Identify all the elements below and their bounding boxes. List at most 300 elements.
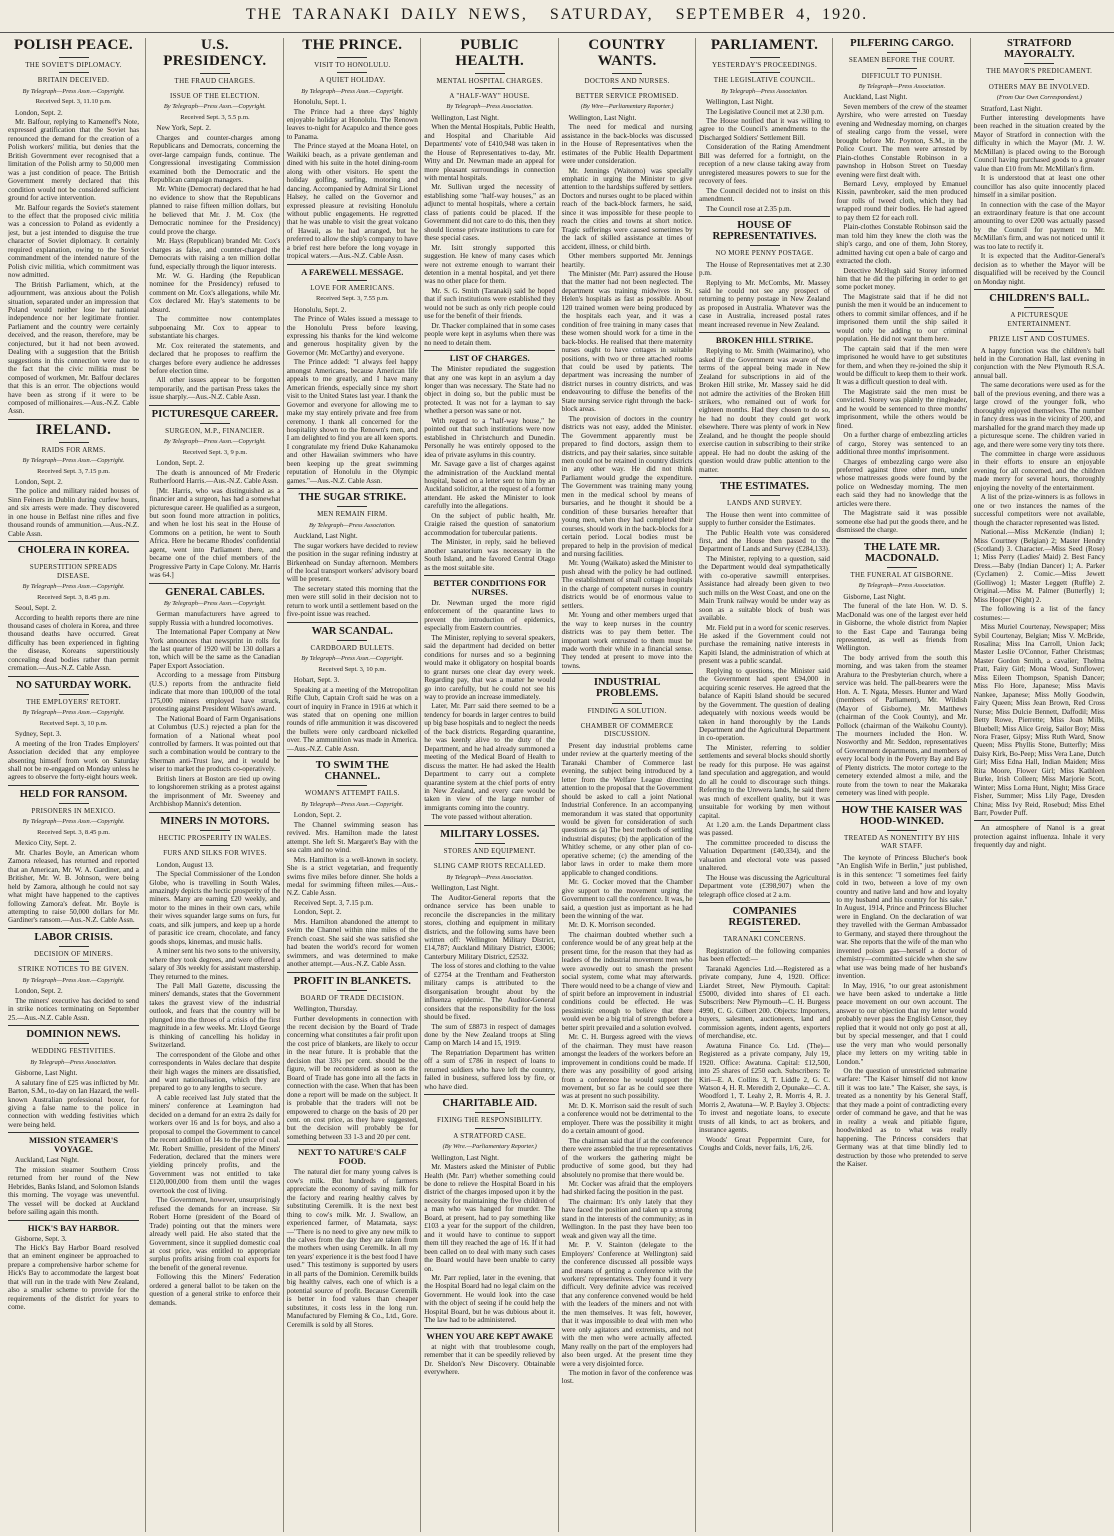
article-credit: By Telegraph—Press Association. <box>446 103 533 111</box>
article-headline: COUNTRY WANTS. <box>588 38 666 69</box>
deck-rule <box>887 830 917 831</box>
article-headline: POLISH PEACE. <box>14 38 133 53</box>
article-subheading: WEDDING FESTIVITIES. <box>31 1047 116 1056</box>
article-credit: (From Our Own Correspondent.) <box>996 94 1082 102</box>
article-subheading: DECISION OF MINERS. <box>33 950 113 958</box>
article-paragraph: Mexico City, Sept. 2. <box>15 839 77 848</box>
article-headline: U.S. PRESIDENCY. <box>163 38 267 69</box>
article-divider <box>149 405 280 406</box>
article-headline: BROKEN HILL STRIKE. <box>715 335 814 346</box>
columns <box>8 38 1108 1532</box>
article-paragraph: Mr. Young and other members urged that the way to keep nurses in the country districts was to pay them better. The important work entrusted to them must be made worth their while in a financial sense. They tended at present to move into the towns. <box>561 611 693 670</box>
article <box>562 673 693 1386</box>
article-paragraph: The Pall Mall Gazette, discussing the miners' demands, states that the Government takes the gravest view of the industrial outlook, and fears that the country will be plunged into the throes of a crisis of the first magnitude in a few weeks. Mr. Lloyd George is thinking of cancelling his holiday in Switzerland. <box>149 981 281 1050</box>
article-paragraph: Gisborne, Last Night. <box>15 1069 78 1078</box>
article-paragraph: The keynote of Princess Blucher's book "An English Wife in Berlin," just published, is in this sentence: "I sometimes feel fairly cold in two, between a love of my own country and native land and how and loyalty to my husband and his country for his sake." In August, 1914, Prince and Princess Blucher were in England. On the declaration of war they travelled with the German Ambassador to Germany, and stayed there throughout the war. She reports that the wife of the man who invented poison gas—herself a doctor of chemistry—committed suicide when she saw what use was being made of her husband's invention. <box>836 853 968 981</box>
article-divider <box>562 673 693 674</box>
article-paragraph: The funeral of the late Hon. W. D. S. MacDonald was one of the largest ever held in Gisborne, the whole district from Napier to the East Cape and Tauranga being represented, as well as friends from Wellington. <box>836 602 968 653</box>
article-dateline: Received Sept. 3, 5.5 p.m. <box>180 113 250 121</box>
article <box>8 785 139 925</box>
article-paragraph: Mrs. Hamilton abandoned the attempt to swim the Channel within nine miles of the French coast. She said she was satisfied she had beaten the world's record for women swimmers, and was determined to make another attempt.—Aus.-N.Z. Cable Assn. <box>286 917 418 969</box>
article-body <box>424 884 555 1091</box>
deck-rule <box>200 830 230 831</box>
article-divider <box>836 801 967 802</box>
article <box>287 1144 418 1329</box>
article-divider <box>287 972 418 973</box>
article-divider <box>699 216 830 217</box>
article-dateline: Received Sept. 3, 10 p.m. <box>318 665 387 673</box>
deck-rule <box>887 567 917 568</box>
deck-rule <box>1024 63 1054 64</box>
article-subheading: MENTAL HOSPITAL CHARGES. <box>436 76 543 85</box>
article-paragraph: Consideration of the Rating Amendment Bill was deferred for a fortnight, on the reception of a new clause taking away from unregistered measures powers to sue for the recovery of fees. <box>699 143 830 186</box>
article <box>562 38 693 670</box>
article-credit: By Telegraph—Press Assn.—Copyright. <box>301 655 404 663</box>
article-paragraph: Wellington, Thursday. <box>293 1005 358 1014</box>
article-body <box>8 1235 139 1312</box>
article-headline: LIST OF CHARGES. <box>449 353 530 364</box>
article-paragraph: On the question of unrestricted submarine warfare: "The Kaiser himself did not know till it was too late." The Kaiser, she says, is treated as a nonentity by his General Staff, that they made a point of contradicting every order of command he gave, and that he was in reality a weak and pitiable figure, hoodwinked as to what was really happening. The Princess considers that Germany was at that time blindly led to destruction by those who pretended to serve the Kaiser. <box>836 1067 968 1169</box>
article-divider <box>8 1132 139 1133</box>
article-paragraph: The House notified that it was willing to agree to the Council's amendments to the Discharged Soldiers' Settlement Bill. <box>699 117 830 142</box>
masthead-paper: THE TARANAKI DAILY NEWS, <box>245 6 528 23</box>
article-paragraph: The British Parliament, which, at the adjournment, was anxious about the Polish situation, separated under an impression that Poland would neither lose her national independence nor her legitimate frontier. Parliament and the country were certainly deceived, and the reason, therefore, may be conjectured, but it had not been avowed. Dealing with a suggestion that the British suggestions in this connection were due to the fact that the civic militia must be composed of workmen, Mr. Balfour declares that this is an error. The objections would have been as strong if it were to be composed of millionaires.—Aus.-N.Z. Cable Assn. <box>8 280 139 416</box>
article-paragraph: In May, 1916, "to our great astonishment we have been asked to undertake a little peace movement on our own account. The answer to our objection that my letter would probably never pass the English Censor, they replied that it would not only go post at all, but by special messenger, and that I could use the very man who would personally place my letters on my writing table in London." <box>836 981 968 1066</box>
article-headline: PROFIT IN BLANKETS. <box>293 975 411 987</box>
article <box>699 477 830 899</box>
article-headline: COMPANIES REGISTERED. <box>728 906 801 929</box>
article-subheading: DOCTORS AND NURSES. <box>584 76 670 85</box>
article-paragraph: The Minister, referring to soldier settlements and several blocks should shortly be ready for this purpose. He was against land speculation and aggregation, and would do all he could to discourage such things. Referring to the Urewera lands, he said there was much of excellent quality, but it was unsuitable for working by men without capital. <box>699 743 830 820</box>
deck-rule <box>59 72 89 73</box>
deck-rule <box>337 57 367 58</box>
deck-rule <box>200 73 230 74</box>
article-subheading: A QUIET HOLIDAY. <box>319 76 386 85</box>
deck-rule <box>337 280 367 281</box>
masthead-date: SEPTEMBER 4, 1920. <box>675 6 869 23</box>
article-paragraph: at night with that troublesome cough, remember that it can be speedily relieved by Dr. Sheldon's New Discovery. Obtainable everywhere. <box>424 1342 556 1377</box>
article-paragraph: The Prince added: "I always feel happy amongst Americans, because American life appeals to me greatly, and I have many American friends, especially since my short visit to the United States last year. I thank the Governor and everyone for allowing me to make my stay entirely private and free from ceremony. I thank all concerned for the hospitality shown to the Renown's men, and I am delighted to find you are all keen sports. I congratulate my friend Duke Kahanamoku and other Hawaiian swimmers who have been keeping up the great swimming reputation of Honolulu in the Olympic games."—Aus.-N.Z. Cable Assn. <box>286 358 418 485</box>
deck-rule <box>59 803 89 804</box>
article-subheading: THE FUNERAL AT GISBORNE. <box>850 570 954 579</box>
article-subheading: FURS AND SILKS FOR WIVES. <box>163 849 267 858</box>
deck-rule <box>59 442 89 443</box>
article-body <box>424 114 555 347</box>
article-paragraph: Wellington, Last Night. <box>568 113 637 122</box>
article-paragraph: It is expected that the Auditor-General's decision as to whether the Mayor will be disqualified will be received by the Council on Monday night. <box>973 252 1105 286</box>
article <box>424 1094 555 1325</box>
article-body <box>424 1343 555 1377</box>
article-credit: By Telegraph—Press Assn.—Copyright. <box>22 457 125 465</box>
article-subheading: STORES AND EQUIPMENT. <box>443 846 536 855</box>
deck-rule <box>887 68 917 69</box>
article-paragraph: The correspondent of the Globe and other correspondents in Wales declare that despite their high wages the miners are dissatisfied, and want nationalisation, which they are prepared to go to any lengths to secure. <box>149 1050 281 1093</box>
article-paragraph: Replying to Mr. Smith (Waimarino), who asked if the Government was aware of the terms of the appeal being made in New Zealand for subscriptions in aid of the Broken Hill strike, Mr. Massey said he did not admire the activities of the Broken Hill strikers, who remained out of work for eighteen months. Had they chosen to do so, he had no doubt they could get work elsewhere. There was plenty of work in New Zealand, and he thought the people should exercise caution in subscribing to their strike appeal. He had no doubt the asking of the question would draw public attention to the matter. <box>699 347 830 474</box>
article-subheading: FIXING THE RESPONSIBILITY. <box>437 1116 543 1125</box>
article-paragraph: The chairman said that if at the conference there were assembled the true representatives of the workers the gathering might be productive of some good, but they had absolutely no promise that there would be. <box>561 1136 693 1179</box>
article-divider <box>424 1328 555 1329</box>
article-credit: By Telegraph—Press Assn.—Copyright. <box>163 103 266 111</box>
article-credit: By Telegraph—Press Assn.—Copyright. <box>22 818 125 826</box>
article-credit: By Telegraph—Press Association. <box>309 521 396 529</box>
deck-rule <box>750 57 780 58</box>
deck-rule <box>1024 307 1054 308</box>
article-paragraph: The committee proceeded to discuss the Valuation Department (£40,334), and the valuation and electoral vote was passed unaltered. <box>699 838 830 873</box>
article-paragraph: Miss Muriel Courtenay, Newspaper; Miss Sybil Courtenay, Belgian; Miss V. McBride, Rosalina; Miss Ina Carroll, Union Jack; Master Leslie O'Connor, Father Christmas; Master Gordon Smith, a cavalier; Thelma Pratt, Fairy Girl; Mona Wood, Sunflower; Miss Eileen Thompson, Spanish Dancer; Miss Flo Hore, Japanese; Miss Mavis Nankee, Japanese; Miss Molly Goodwin, Fairy Queen; Miss Jean Brown, Red Cross Nurse; Miss Dulcie Bennett, Daffodil; Miss Betty Rowe, Pierrette; Miss Joan Mills, Bluebell; Miss Alice Greig, Sailor Boy; Miss Nora Fraser, Gipsy; Miss Ruth Ward, Snow Queen; Miss Phyllis Stone, Butterfly; Miss Daisy Kirk, Bo-Peep; Miss Vera Lane, Dutch Girl; Miss Edna Hall, Indian Maiden; Miss Rita Moore, Flower Girl; Miss Kathleen Burke, Irish Colleen; Miss Marjorie Scott, Winter; Miss Lorna Hunt, Night; Miss Grace Fisher, Summer; Miss Lily Page, Dresden China; Miss Ivy Reid, Rosebud; Miss Ethel Barr, Powder Puff. <box>973 623 1105 818</box>
article-paragraph: Auckland, Last Night. <box>843 93 908 102</box>
article-paragraph: Mr. Cocker was afraid that the employers had shirked facing the position in the past. <box>561 1180 693 1197</box>
article <box>287 38 418 261</box>
article-paragraph: The Prince had a three days' highly enjoyable holiday at Honolulu. The Renown leaves to-night for Acapulco and thence goes to Panama. <box>286 107 418 141</box>
article-paragraph: The mission steamer Southern Cross returned from her round of the New Hebrides, Banks Island, and Solomon Islands this morning. The voyage was uneventful. The vessel will be docked at Auckland before sailing again this month. <box>8 1165 139 1217</box>
article-paragraph: On a further charge of embezzling articles of cargo, Storey was sentenced to an additional three months' imprisonment. <box>836 431 968 457</box>
article-paragraph: London, Sept. 2. <box>156 459 205 468</box>
masthead-day: SATURDAY, <box>549 6 654 23</box>
article-subheading: TREATED AS NONENTITY BY HIS WAR STAFF. <box>844 833 960 851</box>
article-paragraph: Mr. G. Cocker moved that the Chamber give support to the movement urging the Government to call the conference. It was, he said, a question just as important as he had been the winning of the war. <box>561 878 693 920</box>
article-paragraph: Other members supported Mr. Jennings heartily. <box>561 252 693 269</box>
article-paragraph: The Repatriation Department has written off a sum of £786 in respect of loans to returned soldiers who have left the country, failed in business, suffered loss by fire, or who have died. <box>424 1048 556 1091</box>
article-body <box>836 854 967 1169</box>
article-subheading: PRISONERS IN MEXICO. <box>31 807 116 815</box>
article-paragraph: Later, Mr. Parr said there seemed to be a tendency for boards in larger centres to build up big base hospitals and to neglect the needs of the back districts. Regarding quarantine, he was keenly alive to the duty of the Department, and he had already summoned a meeting of the Medical Board of Health to discuss the matter. He had asked the Health Department to carry out a complete quarantine system at the chief ports of entry in New Zealand, and every care would be taken in view of the large number of immigrants coming into the country. <box>424 702 556 812</box>
article-subheading: SURGEON, M.P., FINANCIER. <box>165 426 265 435</box>
article-divider <box>287 622 418 623</box>
article-paragraph: London, Sept. 2. <box>293 811 342 820</box>
article-paragraph: The following is a list of the fancy costumes:— <box>973 605 1105 622</box>
article-paragraph: The National Board of Farm Organisations at Columbus (U.S.) rejected a plan for the formation of a National wheat pool controlled by farmers. It was pointed out that such a combination would be contrary to the Sherman anti-Trust law, and it would be wiser to market the products co-operatively. <box>149 714 281 774</box>
article-headline: GENERAL CABLES. <box>165 586 265 598</box>
article-divider <box>699 477 830 478</box>
article-paragraph: Wellington, Last Night. <box>431 113 499 122</box>
article-paragraph: [Mr. Harris, who was distinguished as a financier and a surgeon, has had a somewhat picturesque career. He qualified as a surgeon, but soon found more attraction in politics, and when he lost his seat in the House of Commons on a petition, he went to South Africa. Here he became Rhodes' confidential agent, went into Parliament there, and became one of the chief members of the Progressive Party in Cape Colony. Mr. Harris was 64.] <box>149 486 281 580</box>
article-paragraph: When the Mental Hospitals, Public Health, and Hospital and Charitable Aid Departments' vote of £410,948 was taken in the House of Representatives to-day, Mr. Witty and Dr. Newman made an appeal for more pleasant surroundings in connection with mental hospitals. <box>424 123 556 183</box>
article-paragraph: Mr. Balfour, replying to Kameneff's Note, expressed gratification that the Soviet has renounced the demand for the creation of a Polish workers' militia, but denies that the British Government ever recognised that a limitation of the Polish army to 50,000 men was a just condition of peace. The British Government merely declared that this condition would not be considered sufficient ground for active intervention. <box>8 118 139 203</box>
article-paragraph: Mr. Jennings (Waitomo) was specially emphatic in urging the Minister to give attention to the hardships suffered by settlers. Doctors and nurses ought to be placed within reach of the back-block farmers, he said, since it was impossible for these people to reach the cities and towns at short notice. Tragic sufferings were caused sometimes by the lack of skilled assistance at times of accident, illness, or child birth. <box>561 166 693 251</box>
article-subheading: WOMAN'S ATTEMPT FAILS. <box>304 789 400 798</box>
article-paragraph: The Prince stayed at the Moana Hotel, on Waikiki beach, as a private gentleman and dined with his suite in the hotel dining-room along with other visitors. He spent the holiday golfing, surfing, motoring and dancing. Accompanied by Admiral Sir Lionel Halsey, he called on the Governor and expressed pleasure at revisiting Honolulu without public engagements. He regretted that he was unable to visit the great volcano of Hawaii, as he had arranged, but he preferred to allow the ship's company to have a brief rest here before the long voyage in tropical waters.—Aus.-N.Z. Cable Assn. <box>286 142 418 261</box>
article-divider <box>149 812 280 813</box>
article <box>8 676 139 782</box>
article-paragraph: Mr. P. V. Stainton (delegate to the Employers' Conference at Wellington) said the conference discussed all possible ways and means of getting a conference with the workers' representatives. They found it very difficult. Very definite advice was received that any conference convened would be held with the leaders of the miners and not with the men themselves. It was felt, however, that it was impossible to deal with men who were only agitators and extremists, and not with the men who were actually affected. Many really on the part of the employers had also been urged. At the present time they were a very disjointed force. <box>561 1241 693 1368</box>
article-paragraph: The International Paper Company at New York announces that newsprint in rolls for the last quarter of 1920 will be 130 dollars a ton, which will be the same as the Canadian Paper Export Association. <box>149 628 281 670</box>
article-paragraph: A happy function was the children's ball held in the Coronation Hall, last evening in conjunction with the New Plymouth R.S.A. annual ball. <box>973 346 1105 380</box>
article-paragraph: The miners' executive has decided to send in strike notices terminating on September 25.—Aus.-N.Z. Cable Assn. <box>8 996 139 1022</box>
article-credit: By Telegraph—Press Assn.—Copyright. <box>301 87 404 95</box>
deck-rule <box>612 73 642 74</box>
article-divider <box>149 583 280 584</box>
article-paragraph: An atmosphere of Nanol is a great protection against influenza. Inhale it very frequently day and night. <box>973 824 1105 850</box>
article <box>149 405 280 580</box>
column-1 <box>8 38 139 1532</box>
article-subheading: NO MORE PENNY POSTAGE. <box>715 249 814 258</box>
article-paragraph: All other issues appear to be forgotten temporarily, and the partisan Press takes the issue sharply.—Aus.-N.Z. Cable Assn. <box>149 376 281 402</box>
article-paragraph: Replying to Mr. McCombs, Mr. Massey said he could not see any prospect of returning to penny postage in New Zealand as proposed in Australia. Whatever was the case in Australia, increased postal rates meant increased revenue in New Zealand. <box>699 278 830 329</box>
article-divider <box>424 1094 555 1095</box>
article-subheading: TARANAKI CONCERNS. <box>723 935 806 944</box>
article-paragraph: Plain-clothes Constable Robinson said the man told him they knew the cloth was the ship's cargo, and one of them, John Storey, admitted having cut open a bale of cargo and extracted the cloth. <box>836 223 968 266</box>
article-paragraph: It is understood that at least one other councillor has also quite innocently placed himself in a similar position. <box>973 174 1105 200</box>
article-divider <box>699 332 830 333</box>
article-subheading: A STRATFORD CASE. <box>453 1131 527 1140</box>
article-headline: HELD FOR RANSOM. <box>19 788 128 800</box>
article <box>287 264 418 485</box>
article-headline: INDUSTRIAL PROBLEMS. <box>593 677 661 700</box>
article-paragraph: The natural diet for many young calves is cow's milk. But hundreds of farmers appreciate the economy of saving milk for the factory and rearing healthy calves by substituting Ceremilk. It is the next best thing to cow's milk. Mr. J. Swallow, an experienced farmer, of Matamata, says:—"There is no need to give any new milk to the calves from the day they are taken from the mothers when using Ceremilk. In all my ten years' experience it is the best food I have used." This testimony is supported by users in all parts of the Dominion. Ceremilk builds big healthy calves, each one of which is a potential source of profit. Because Ceremilk is better in food values than cheaper substitutes, it costs less in the long run. Manufactured by Fleming & Co., Ltd., Gore. Ceremilk is sold by all Stores. <box>286 1168 418 1329</box>
article-paragraph: Hobart, Sept. 3. <box>293 676 340 685</box>
article-paragraph: Dr. Newman urged the more rigid enforcement of the quarantine laws to prevent the introduction of epidemics, especially from Eastern countries. <box>424 599 556 633</box>
article-body <box>8 730 139 782</box>
article <box>8 1220 139 1312</box>
article-paragraph: New York, Sept. 2. <box>156 124 211 133</box>
article-divider <box>974 820 1105 821</box>
article-paragraph: Wellington, Last Night. <box>431 884 499 893</box>
article-body <box>287 98 418 261</box>
article-credit: By Telegraph—Press Assn.—Copyright. <box>163 438 266 446</box>
article-divider <box>424 825 555 826</box>
article-paragraph: Mr. C. H. Burgess agreed with the views of the chairman. They must have reason amongst the leaders of the workers before an improvement in conditions could be made. If there was any possibility of good arising from a conference he would support the movement, but so far as he could see there was at present no such possibility. <box>561 1033 693 1101</box>
deck-rule <box>59 694 89 695</box>
article <box>699 216 830 329</box>
article <box>8 541 139 673</box>
article-body <box>287 306 418 486</box>
article-paragraph: The same decorations were used as for the ball of the previous evening, and there was a large crowd of the younger folk, who thoroughly enjoyed themselves. The number in fancy dress was in the vicinity of 200, and marshalled for the grand march they made up a picturesque scene. The children varied in age, and there were some very tiny tots there. <box>973 381 1105 449</box>
deck-rule <box>337 990 367 991</box>
article-subheading: BETTER SERVICE PROMISED. <box>575 91 679 100</box>
article-dateline: Received Sept. 3, 7.55 p.m. <box>315 295 389 303</box>
article-paragraph: Dr. Thacker complained that in some cases people were kept in asylums when there was no need to detain them. <box>424 321 556 347</box>
article-credit: By Telegraph—Press Assn.—Copyright. <box>301 800 404 808</box>
article-paragraph: Mr. Isitt strongly supported this suggestion. He knew of many cases which were not extreme enough to warrant their detention in a mental hospital, and yet there was no other place for them. <box>424 243 556 286</box>
article-body <box>8 987 139 1022</box>
article-paragraph: Stratford, Last Night. <box>980 104 1043 113</box>
article-credit: By Telegraph—Press Assn.—Copyright. <box>22 709 125 717</box>
article-paragraph: Mr. Masters asked the Minister of Public Health (Mr. Parr) whether something could be done to relieve the Hospital Board in his district of the charges imposed upon it by the necessity for maintaining the five children of a man who was hanged for murder. The Board, at present, had to pay something like £103 a year for the support of the children, and it would have to continue to support them till they reached the age of 16. If it had been called on to deal with many such cases the Board would have been unable to carry on. <box>424 1163 556 1273</box>
article-body <box>287 1168 418 1329</box>
article-credit: By Telegraph—Press Association. <box>858 582 946 590</box>
article-body <box>287 1005 418 1141</box>
article <box>287 488 418 619</box>
article-body <box>562 114 693 670</box>
article <box>149 38 280 402</box>
article-body <box>974 824 1105 849</box>
article-headline: TO SWIM THE CHANNEL. <box>315 760 389 783</box>
article-headline: THE LATE MR. MACDONALD. <box>863 541 940 564</box>
article-headline: THE PRINCE. <box>302 38 403 53</box>
article-body <box>149 124 280 402</box>
article-subheading: VISIT TO HONOLULU. <box>314 60 391 69</box>
article-paragraph: The body arrived from the south this morning, and was taken from the steamer Arahura to the Presbyterian church, where a service was held. The pall-bearers were the Hon. A. T. Ngata, Messrs. Hunter and Ward (members of Parliament), Mr. Wildish (Mayor of Gisborne), Mr. Matthews (chairman of the Cook County), and Mr. Pollock (chairman of the Waikohu County). The mourners included the Hon. W. Nosworthy and Mr. Seddon, representatives of Government departments, and members of every local body in the Poverty Bay and Bay of Plenty districts. The motor cortege to the cemetery extended almost a mile, and the route from the town to near the Makaraka cemetery was lined with people. <box>836 653 968 798</box>
article-subheading: THE FRAUD CHARGES. <box>174 76 256 85</box>
article-subheading: CARDBOARD BULLETS. <box>310 643 395 652</box>
column-6 <box>695 38 830 1532</box>
article-paragraph: Mr. Sullivan urged the necessity of establishing some "half-way houses," as an adjunct to mental hospitals, where a certain class of patients could be placed. If the Government did not care to do this, then they should license private institutions to care for these special cases. <box>424 183 556 243</box>
article-paragraph: The Minister, in reply, said he believed another sanatorium was necessary in the South Island, and he favored Central Otago as the most suitable site. <box>424 538 556 572</box>
article-paragraph: The House then went into committee of supply to further consider the Estimates. <box>699 510 830 528</box>
article-subheading: BOARD OF TRADE DECISION. <box>300 993 405 1002</box>
article-subheading: HECTIC PROSPERITY IN WALES. <box>158 833 272 842</box>
article-headline: WHEN YOU ARE KEPT AWAKE <box>426 1330 553 1341</box>
deck-rule <box>475 858 505 859</box>
article-paragraph: Wellington, Last Night. <box>706 98 774 107</box>
article-paragraph: The Hick's Bay Harbor Board resolved that an eminent engineer be approached to prepare a comprehensive harbor scheme for Hick's Bay to accommodate the largest boat that will run in the trade with New Zealand, also a smaller scheme to provide for the requirements of the district for years to come. <box>8 1244 139 1312</box>
article-subheading: DIFFICULT TO PUNISH. <box>861 71 943 80</box>
article <box>8 928 139 1022</box>
column-7 <box>832 38 967 1532</box>
deck-rule <box>200 423 230 424</box>
deck-rule <box>337 72 367 73</box>
deck-rule <box>200 88 230 89</box>
article-headline: CHOLERA IN KOREA. <box>17 545 130 557</box>
article-subheading: YESTERDAY'S PROCEEDINGS. <box>711 60 818 69</box>
article-paragraph: The Magistrate said that if he did not punish the men it would be an inducement to others to commit similar offences, and if he imprisoned them until the ship sailed it would only be adding to our criminal population. He did not want them here. <box>836 292 968 344</box>
deck-rule <box>475 1112 505 1113</box>
deck-rule <box>750 931 780 932</box>
article <box>8 1025 139 1129</box>
article-headline: HICK'S BAY HARBOR. <box>27 1222 120 1233</box>
article-headline: NO SATURDAY WORK. <box>15 679 132 691</box>
article-headline: MINERS IN MOTORS. <box>160 815 270 827</box>
article <box>287 972 418 1142</box>
article-paragraph: The committee in charge were assiduous in their efforts to ensure an enjoyable evening for all concerned, and the children made merry for several hours, thoroughly enjoying the novelty of the entertainment. <box>973 450 1105 492</box>
masthead <box>0 0 1114 33</box>
article-paragraph: Charges and counter-charges among Republicans and Democrats, concerning the over-large campaign funds, continue. The Congressional investigating Commission examined both the Democratic and the Republican campaign managers. <box>149 133 281 185</box>
article-paragraph: London, Sept. 2. <box>15 108 63 117</box>
article-body <box>287 811 418 968</box>
article-subheading: THE EMPLOYERS' RETORT. <box>26 697 121 706</box>
article-paragraph: The sugar workers have decided to review the position in the sugar refining industry at Birkenhead on Sunday afternoon. Members of the local transport workers' advisory board will be present. <box>286 541 418 584</box>
article-body <box>699 347 830 474</box>
article <box>8 419 139 538</box>
article-divider <box>424 575 555 576</box>
article <box>287 622 418 754</box>
deck-rule <box>475 843 505 844</box>
article <box>974 820 1105 849</box>
article <box>424 825 555 1091</box>
article-credit: By Telegraph—Press Assn.—Copyright. <box>22 87 125 95</box>
article-headline: STRATFORD MAYORALTY. <box>1004 38 1075 61</box>
article-paragraph: Mr. W. G. Harding (the Republican nominee for the Presidency) refused to comment on Mr. Cox's allegations, while Mr. Cox declared Mr. Hay's statements to be absurd. <box>149 272 281 314</box>
article-paragraph: Mr. S. G. Smith (Taranaki) said he hoped that if such institutions were established they would not be such as only rich people could use for the benefit of their friends. <box>424 286 556 321</box>
article-paragraph: London, Sept. 2. <box>293 908 342 917</box>
article-paragraph: The vote passed without alteration. <box>431 813 532 822</box>
article <box>149 583 280 809</box>
article-credit: By Telegraph—Press Association. <box>446 873 533 881</box>
article-credit: By Telegraph—Press Assn.—Copyright. <box>22 976 125 984</box>
article-body <box>8 1069 139 1129</box>
article-paragraph: Mr. Savage gave a list of charges against the administration of the Auckland mental hospital, based on a letter sent to him by an Auckland solicitor, at the request of a former attendant. He asked the Minister to look carefully into the allegations. <box>424 460 556 511</box>
article-divider <box>287 1144 418 1145</box>
article-paragraph: Mr. White (Democrat) declared that he had no evidence to show that the Republicans planned to raise fifteen million dollars, but he believed that Mr. J. M. Cox (the Democratic nominee for the Presidency) could prove the charge. <box>149 185 281 236</box>
article-paragraph: According to health reports there are nine thousand cases of cholera in Korea, and three thousand deaths have occurred. Great difficulty has been experienced in fighting the disease, Koreans superstitiously concealing dead bodies rather than permit cremation.—Aus.-N.Z. Cable Assn. <box>8 613 139 673</box>
article-paragraph: The police and military raided houses of Sinn Feiners in Dublin during curfew hours, and six arrests were made. They discovered in one house in Belfast nine rifles and five thousand rounds of ammunition.—Aus.-N.Z. Cable Assn. <box>8 487 139 538</box>
article-paragraph: The captain said that if the men were imprisoned he would have to get substitutes for them, and when they re-joined the ship it would be difficult to keep them to their work. It was a difficult question to deal with. <box>836 344 968 387</box>
article-divider <box>8 1025 139 1026</box>
deck-rule <box>337 785 367 786</box>
article-paragraph: The Legislative Council met at 2.30 p.m. <box>706 107 824 116</box>
article-paragraph: A cable received last July stated that the miners' conference at Leamington had decided on a demand for an extra 2s daily for workers over 16 and 1s for boys, and also a proposal to compel the Government to cancel the recent addition of 14s to the price of coal. Mr. Robert Smillie, president of the Miners' Federation, declared that the miners were yielding princely profits, and the Government was not entitled to take £120,000,000 from them until the wages overtook the cost of living. <box>149 1093 281 1195</box>
article-credit: By Telegraph—Press Assn.—Copyright. <box>163 599 266 607</box>
article-body <box>287 676 418 753</box>
article-subheading: STRIKE NOTICES TO BE GIVEN. <box>18 965 129 974</box>
column-8 <box>970 38 1105 1532</box>
article <box>699 902 830 1153</box>
article-subheading: THE SOVIET'S DIPLOMACY. <box>25 60 122 69</box>
article-body <box>836 93 967 534</box>
column-2 <box>145 38 280 1532</box>
article-divider <box>8 928 139 929</box>
article-credit: By Telegraph—Press Association. <box>858 83 946 91</box>
article-paragraph: The Government, however, unsurprisingly refused the demands for an increase. Sir Robert Horne (president of the Board of Trade) pointing out that the miners were already well paid. He also stated that the Government, since it supplied domestic coal at cost price, was entitled to appropriate surplus profits arising from coal exports for the benefit of the general revenue. <box>149 1196 281 1272</box>
article-body <box>699 98 830 213</box>
article-credit: (By Wire—Parliamentary Reporter.) <box>580 103 674 111</box>
article-body <box>149 861 280 1308</box>
article-paragraph: A salutary fine of £25 was inflicted by Mr. Barton, S.M., to-day on Ian Hazard, the well-known Australian professional boxer, for giving a false name to the police in connection with wedding festivities which were being held. <box>8 1078 139 1129</box>
article-paragraph: Further developments in connection with the recent decision by the Board of Trade concerning what constitutes a fair profit upon the cost price of blankets, are likely to occur in the near future. It is probable that the decision that 33¼ per cent. should be the figure, will be reconsidered as soon as the Board of Trade has gone into all the facts in connection with the case. When that has been done a report will be made on the subject. It is probable that the traders will not be empowered to charge on the basis of 20 per cent. on cost price, as they have suggested, but the decision will probably be for something between 33 1-3 and 20 per cent. <box>286 1014 418 1141</box>
article-paragraph: The House of Representatives met at 2.30 p.m. <box>699 260 830 278</box>
article-paragraph: Wellington, Last Night. <box>431 1153 499 1162</box>
article-headline: HOW THE KAISER WAS HOOD-WINKED. <box>841 804 963 827</box>
article-subheading: ISSUE OF THE ELECTION. <box>170 91 260 100</box>
article-subheading: MEN REMAIN FIRM. <box>317 510 388 519</box>
article-divider <box>836 538 967 539</box>
deck-rule <box>750 245 780 246</box>
deck-rule <box>1024 331 1054 332</box>
article-body <box>699 511 830 899</box>
article-divider <box>974 289 1105 290</box>
article <box>149 812 280 1308</box>
article-subheading: A PICTURESQUE ENTERTAINMENT. <box>1007 311 1072 328</box>
article-divider <box>8 419 139 420</box>
article-paragraph: According to a message from Pittsburg (U.S.) reports from the anthracite field indicate that more than 100,000 of the total 175,000 miners employed have struck, protesting against President Wilson's award. <box>149 671 281 714</box>
article-paragraph: The secretary stated this morning that the men were still solid in their decision not to return to work until a settlement based on the five-point issue was reached. <box>286 584 418 619</box>
article-paragraph: The Public Health vote was considered first, and the House then passed to the Department of Lands and Survey (£284,133). <box>699 528 830 554</box>
article-paragraph: Sydney, Sept. 3. <box>15 730 62 739</box>
article-headline: LABOR CRISIS. <box>34 931 113 943</box>
article-paragraph: Mr. Young (Waikato) asked the Minister to push ahead with the policy he had outlined. The establishment of small cottage hospitals in the charge of competent nurses in country districts would be of enormous value to settlers. <box>561 559 693 610</box>
article-headline: BETTER CONDITIONS FOR NURSES. <box>433 577 547 597</box>
article-paragraph: Seven members of the crew of the steamer Ayrshire, who were arrested on Tuesday evening and Wednesday morning, on charges of stealing cargo from the vessel, were brought before Mr. Poynton, S.M., in the Police Court. The men were arrested by Plain-clothes Constable Robinson in a pawnshop in Hobson Street on Tuesday evening were first dealt with. <box>836 102 968 179</box>
article-paragraph: Received Sept. 3, 7.15 p.m. <box>293 898 374 907</box>
article-paragraph: Mr. Parr replied, later in the evening, that the Hospital Board had no legal claim on the Government. He would look into the case with the object of seeing if he could help the Hospital Board, but he was dubious about it. The law had to be administered. <box>424 1273 556 1325</box>
article-paragraph: German manufacturers have agreed to supply Russia with a hundred locomotives. <box>149 610 281 627</box>
article-headline: PARLIAMENT. <box>710 38 819 53</box>
article-body <box>699 261 830 330</box>
article-paragraph: The need for medical and nursing assistance in the back-blocks was discussed in the House of Representatives when the estimates of the Public Health Department were under consideration. <box>561 123 693 166</box>
article-subheading: PRIZE LIST AND COSTUMES. <box>989 335 1090 344</box>
article <box>424 38 555 347</box>
article-subheading: CHAMBER OF COMMERCE DISCUSSION. <box>580 721 674 739</box>
article-paragraph: With regard to a "half-way house," he pointed out that such institutions were now established in Christchurch and Dunedin. Personally he was entirely opposed to the idea of private asylums in this country. <box>424 416 556 459</box>
article-subheading: LOVE FOR AMERICANS. <box>310 283 395 292</box>
article-paragraph: Mrs. Hamilton is a well-known in society. She is a strict vegetarian, and frequently swims five miles before dinner. She holds a medal for swimming fifteen miles.—Aus.-N.Z. Cable Assn. <box>286 855 418 898</box>
article-paragraph: On the subject of public health, Mr. Craigie raised the question of sanatorium accommodation for tubercular patients. <box>424 511 556 537</box>
article-paragraph: Taranaki Agencies Ltd.—Registered as a private company, June 4, 1920. Office: Liardet Street, New Plymouth. Capital: £5000, divided into shares of £1 each. Subscribers: New Plymouth—C. H. Burgess 4990, C. G. Gilbert 200. Objects: Importers, buyers, salesmen, auctioneers, land and commission agents, indent agents, exporters of merchandise, etc. <box>699 964 830 1041</box>
article-paragraph: The sum of £8873 in respect of damages done by the New Zealand troops at Sling Camp on March 14 and 15, 1919. <box>424 1022 556 1048</box>
article-credit: By Telegraph—Press Assn.—Copyright. <box>22 583 125 591</box>
article-body <box>287 532 418 619</box>
deck-rule <box>612 88 642 89</box>
article-paragraph: At 1.20 a.m. the Lands Department class was passed. <box>699 820 830 838</box>
article-paragraph: A miner sent his two sons to the university, where they took degrees, and were offered a salary of 30s weekly for assistant mastership. They returned to the mines. <box>149 947 281 981</box>
article-paragraph: Charges of embezzling cargo were also preferred against three other men, under whose mattresses goods were found by the police on Wednesday morning. The men each said they had no knowledge that the articles were there. <box>836 457 968 508</box>
article-paragraph: The Council rose at 2.35 p.m. <box>706 204 792 213</box>
article-paragraph: London, Sept. 2. <box>15 987 63 996</box>
article-dateline: Received Sept. 3, 11.10 p.m. <box>35 98 112 106</box>
article-body <box>8 478 139 538</box>
article-body <box>424 599 555 822</box>
article-headline: NEXT TO NATURE'S CALF FOOD. <box>298 1147 407 1167</box>
